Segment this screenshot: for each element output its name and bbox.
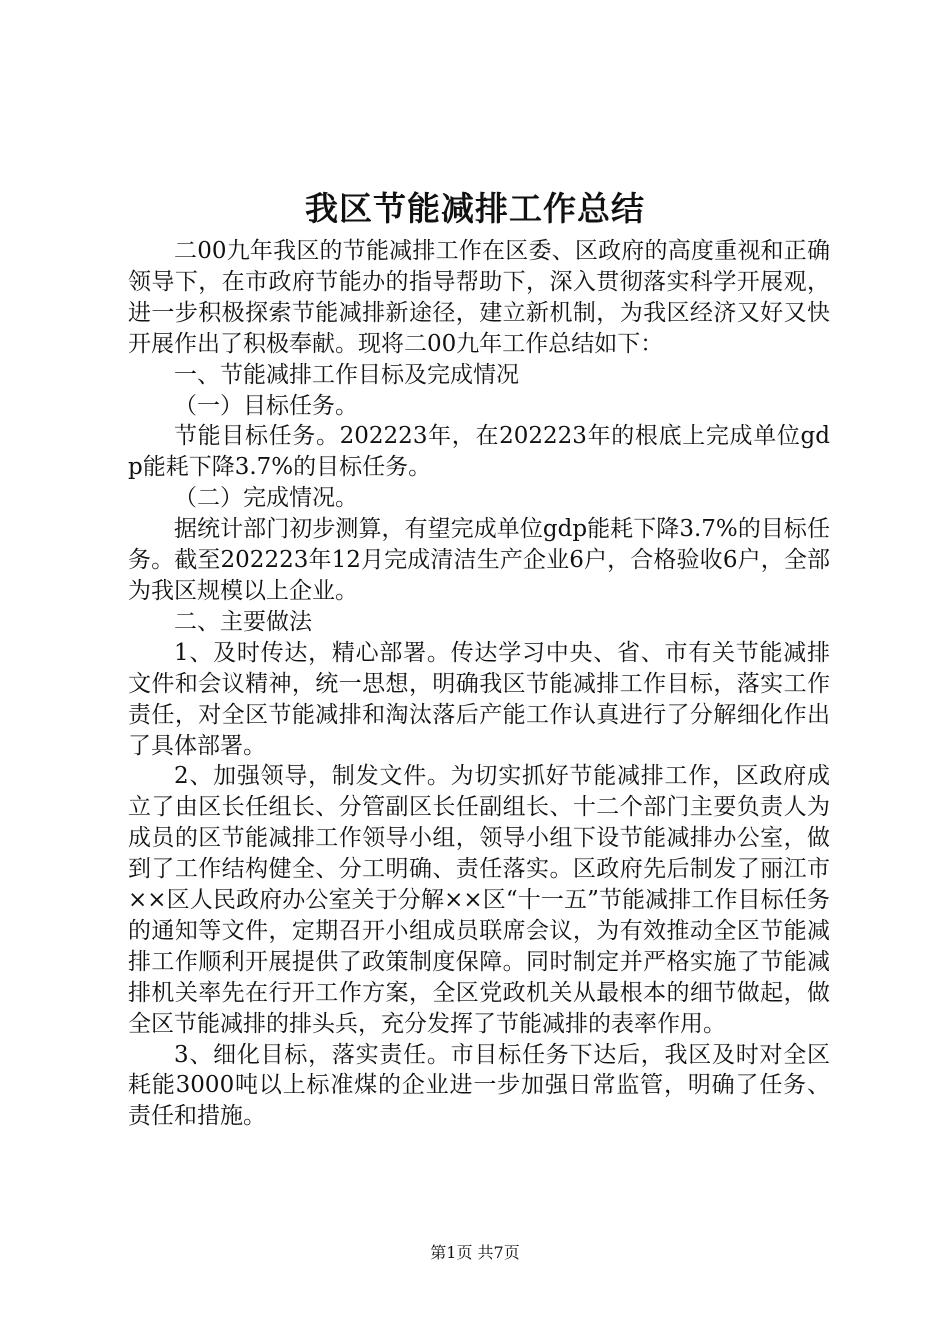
document-title: 我区节能减排工作总结 [305,189,645,228]
section-heading-2: 二、主要做法 [174,608,312,635]
paragraph-measure-3: 3、细化目标，落实责任。市目标任务下达后，我区及时对全区耗能3000吨以上标准煤的企业进一步加强日常监管，明确了任务、责任和措施。 [128,1041,830,1130]
subsection-heading-2: （二）完成情况。 [174,485,358,512]
paragraph-measure-1: 1、及时传达，精心部署。传达学习中央、省、市有关节能减排文件和会议精神，统一思想，明确我区节能减排工作目标，落实工作责任，对全区节能减排和淘汰落后产能工作认真进行了分解细化作出了具体部署。 [128,639,830,759]
document-body [128,236,830,1132]
paragraph-measure-2: 2、加强领导，制发文件。为切实抓好节能减排工作，区政府成立了由区长任组长、分管副区长任副组长、十二个部门主要负责人为成员的区节能减排工作领导小组，领导小组下设节能减排办公室，做到了工作结构健全、分工明确、责任落实。区政府先后制发了丽江市××区人民政府办公室关于分解××区“十一五”节能减排工作目标任务的通知等文件，定期召开小组成员联席会议，为有效推动全区节能减排工作顺利开展提供了政策制度保障。同时制定并严格实施了节能减排机关率先在行开工作方案，全区党政机关从最根本的细节做起，做全区节能减排的排头兵，充分发挥了节能减排的表率作用。 [128,763,830,1037]
page-indicator: 第1页 共7页 [430,1243,520,1262]
paragraph-intro: 二00九年我区的节能减排工作在区委、区政府的高度重视和正确领导下，在市政府节能办的指导帮助下，深入贯彻落实科学开展观，进一步积极探索节能减排新途径，建立新机制，为我区经济又好又快开展作出了积极奉献。现将二00九年工作总结如下： [128,238,830,357]
section-heading-1: 一、节能减排工作目标及完成情况 [174,361,519,388]
paragraph-target: 节能目标任务。202223年，在202223年的根底上完成单位gdp能耗下降3.7%的目标任务。 [128,423,830,481]
paragraph-completion: 据统计部门初步测算，有望完成单位gdp能耗下降3.7%的目标任务。截至202223年12月完成清洁生产企业6户，合格验收6户，全部为我区规模以上企业。 [128,516,830,604]
subsection-heading-1: （一）目标任务。 [174,392,358,419]
